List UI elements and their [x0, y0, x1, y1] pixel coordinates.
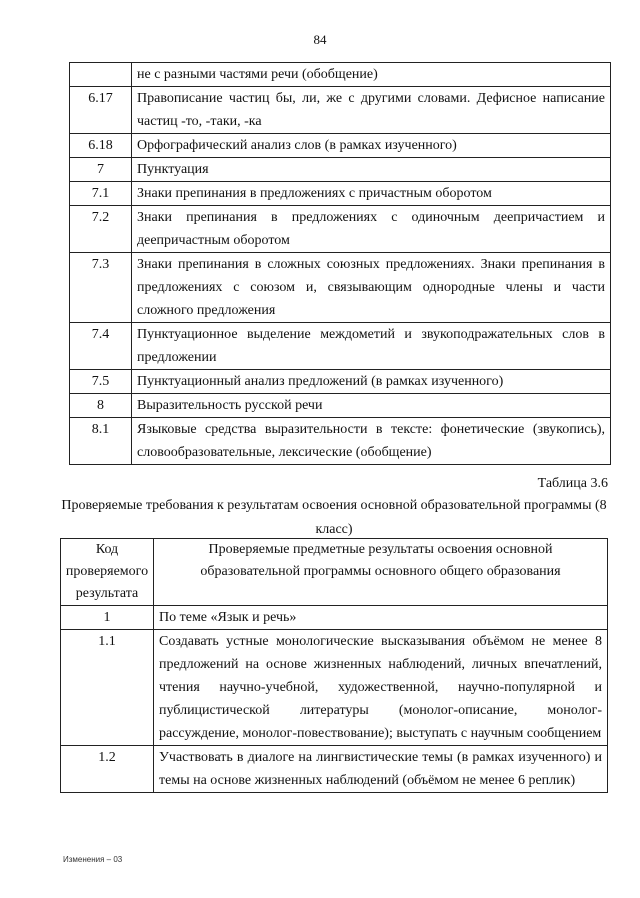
row-code: 7.4	[70, 323, 132, 370]
table-row	[70, 253, 611, 323]
row-text: Участвовать в диалоге на лингвистические темы (в рамках изученного) и темы на основе жизненных наблюдений (объёмом не менее 6 реплик)	[154, 746, 608, 793]
table-row	[70, 63, 611, 87]
table-row	[70, 134, 611, 158]
table-title: Проверяемые требования к результатам освоения основной образовательной программы (8 класс)	[61, 498, 607, 537]
header-text: Проверяемые предметные результаты освоения основной образовательной программы основного общего образования	[154, 539, 608, 606]
footer-revision: Изменения – 03	[63, 855, 123, 864]
row-text: Орфографический анализ слов (в рамках изученного)	[132, 134, 611, 158]
row-text: Знаки препинания в предложениях с одиночным деепричастием и деепричастным оборотом	[132, 206, 611, 253]
row-code: 6.17	[70, 87, 132, 134]
row-code: 8.1	[70, 418, 132, 465]
table-row	[70, 418, 611, 465]
row-text: Пунктуация	[132, 158, 611, 182]
row-text: не с разными частями речи (обобщение)	[132, 63, 611, 87]
row-text: Правописание частиц бы, ли, же с другими словами. Дефисное написание частиц -то, -таки, -ка	[132, 87, 611, 134]
row-code: 8	[70, 394, 132, 418]
table-header-row	[61, 539, 608, 606]
row-text: Выразительность русской речи	[132, 394, 611, 418]
table-row	[61, 606, 608, 630]
table-row	[70, 394, 611, 418]
table-row	[61, 630, 608, 746]
row-text: Создавать устные монологические высказывания объёмом не менее 8 предложений на основе жизненных наблюдений, личных впечатлений, чтения научно-учебной, художественной, научно-популярной и публицистической литературы (монолог-описание, монолог-рассуждение, монолог-повествование); выступать с научным сообщением	[154, 630, 608, 746]
row-code: 1	[61, 606, 154, 630]
row-code: 7.2	[70, 206, 132, 253]
row-code: 1.1	[61, 630, 154, 746]
row-text: Языковые средства выразительности в тексте: фонетические (звукопись), словообразовательные, лексические (обобщение)	[132, 418, 611, 465]
row-text: По теме «Язык и речь»	[154, 606, 608, 630]
page-number: 84	[313, 32, 327, 47]
row-text: Пунктуационный анализ предложений (в рамках изученного)	[132, 370, 611, 394]
row-code: 7.1	[70, 182, 132, 206]
table-row	[70, 206, 611, 253]
requirements-table-continued	[69, 62, 611, 465]
row-code: 7	[70, 158, 132, 182]
table-row	[61, 746, 608, 793]
results-table	[60, 538, 608, 793]
row-code: 1.2	[61, 746, 154, 793]
table-row	[70, 87, 611, 134]
table-caption: Таблица 3.6	[537, 476, 608, 491]
row-code: 6.18	[70, 134, 132, 158]
row-code	[70, 63, 132, 87]
table-row	[70, 158, 611, 182]
row-text: Знаки препинания в сложных союзных предложениях. Знаки препинания в предложениях с союзом и, связывающим однородные члены и части сложного предложения	[132, 253, 611, 323]
table-row	[70, 182, 611, 206]
row-code: 7.5	[70, 370, 132, 394]
table-row	[70, 323, 611, 370]
row-text: Пунктуационное выделение междометий и звукоподражательных слов в предложении	[132, 323, 611, 370]
row-code: 7.3	[70, 253, 132, 323]
table-row	[70, 370, 611, 394]
row-text: Знаки препинания в предложениях с причастным оборотом	[132, 182, 611, 206]
header-code: Код проверяемого результата	[61, 539, 154, 606]
